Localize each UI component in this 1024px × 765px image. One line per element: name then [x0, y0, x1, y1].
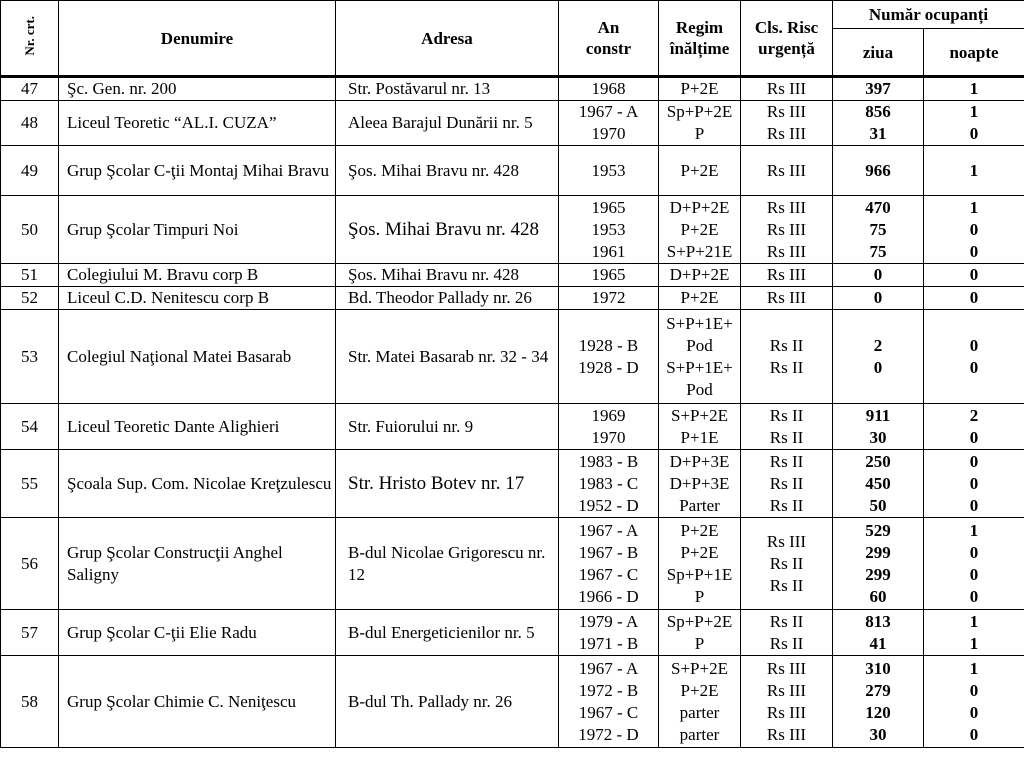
cell-adresa: B-dul Energeticienilor nr. 5 — [336, 610, 559, 656]
cell-noapte-value: 0 — [969, 680, 979, 700]
cell-ziua-value: 75 — [869, 241, 887, 261]
cell-an-constr — [559, 287, 659, 310]
cell-cls-risc-value: Rs III — [766, 160, 807, 180]
cell-an-constr-value: 1970 — [591, 124, 626, 143]
cell-an-constr-value: 1967 - A — [578, 102, 639, 121]
cell-noapte-value: 0 — [969, 451, 979, 471]
cell-ziua-value: 529 — [865, 520, 891, 540]
cell-an-constr-value: 1968 — [591, 79, 626, 98]
cell-cls-risc-value: Rs II — [769, 357, 804, 377]
cell-noapte-value: 0 — [969, 288, 979, 307]
cell-noapte — [924, 101, 1024, 146]
cell-cls-risc — [741, 146, 833, 196]
cell-an-constr-value: 1965 — [591, 197, 626, 217]
cell-noapte-value: 1 — [969, 197, 979, 217]
cell-denumire: Grup Şcolar Chimie C. Neniţescu — [59, 656, 336, 748]
cell-an-constr-value: 1971 - B — [578, 633, 639, 653]
cell-adresa: Bd. Theodor Pallady nr. 26 — [336, 287, 559, 310]
cell-regim — [659, 196, 741, 264]
cell-regim — [659, 264, 741, 287]
cell-adresa: Str. Hristo Botev nr. 17 — [336, 450, 559, 518]
cell-an-constr — [559, 101, 659, 146]
cell-cls-risc-value: Rs III — [766, 288, 807, 307]
cell-regim-value: P — [694, 586, 705, 606]
cell-an-constr-value: 1967 - A — [578, 658, 639, 678]
cell-cls-risc — [741, 404, 833, 450]
cell-regim-value: D+P+3E — [669, 473, 730, 493]
cell-noapte — [924, 196, 1024, 264]
cell-regim-value: D+P+3E — [669, 451, 730, 471]
cell-noapte-value: 1 — [969, 611, 979, 631]
cell-ziua-value: 30 — [869, 724, 887, 744]
table-row — [1, 287, 1024, 310]
cell-ziua — [833, 287, 924, 310]
cell-ziua-value: 0 — [873, 357, 883, 377]
header-an-constr: An constr — [559, 1, 659, 77]
cell-ziua-value: 299 — [865, 542, 891, 562]
cell-cls-risc-value: Rs III — [766, 680, 807, 700]
cell-cls-risc-value: Rs II — [769, 495, 804, 515]
cell-an-constr-value: 1972 - D — [578, 724, 639, 744]
cell-noapte-value: 0 — [969, 586, 979, 606]
cell-nr-crt: 47 — [1, 77, 59, 101]
cell-cls-risc-value: Rs III — [766, 702, 807, 722]
cell-cls-risc-value: Rs III — [766, 197, 807, 217]
cell-cls-risc-value: Rs III — [766, 724, 807, 744]
cell-cls-risc-value: Rs III — [766, 124, 807, 143]
cell-regim-value: S+P+1E+Pod — [666, 357, 733, 399]
cell-ziua-value: 75 — [869, 219, 887, 239]
cell-ziua-value: 41 — [869, 633, 887, 653]
cell-regim-value: P+2E — [680, 160, 719, 180]
cell-cls-risc — [741, 264, 833, 287]
cell-denumire: Grup Şcolar Timpuri Noi — [59, 196, 336, 264]
cell-ziua — [833, 101, 924, 146]
cell-an-constr-value: 1983 - B — [578, 451, 639, 471]
cell-an-constr-value: 1953 — [591, 219, 626, 239]
cell-denumire: Şc. Gen. nr. 200 — [59, 77, 336, 101]
cell-regim-value: P+2E — [680, 79, 719, 98]
cell-adresa: Str. Matei Basarab nr. 32 - 34 — [336, 310, 559, 404]
cell-regim-value: D+P+2E — [669, 197, 730, 217]
header-numar-ocupanti: Număr ocupanți — [833, 1, 1024, 29]
cell-noapte-value: 0 — [969, 427, 979, 447]
cell-regim-value: S+P+2E — [671, 405, 728, 425]
cell-an-constr-value: 1967 - C — [578, 564, 639, 584]
cell-denumire: Grup Şcolar C-ţii Montaj Mihai Bravu — [59, 146, 336, 196]
cell-ziua-value: 966 — [865, 160, 891, 180]
cell-nr-crt: 48 — [1, 101, 59, 146]
cell-noapte-value: 0 — [969, 495, 979, 515]
cell-an-constr-value: 1952 - D — [578, 495, 639, 515]
cell-an-constr — [559, 404, 659, 450]
cell-noapte — [924, 518, 1024, 610]
cell-adresa: Şos. Mihai Bravu nr. 428 — [336, 196, 559, 264]
cell-cls-risc-value: Rs II — [769, 451, 804, 471]
cell-an-constr — [559, 310, 659, 404]
cell-regim-value: P+2E — [680, 542, 719, 562]
cell-denumire: Grup Şcolar C-ţii Elie Radu — [59, 610, 336, 656]
cell-regim — [659, 146, 741, 196]
cell-ziua-value: 397 — [865, 79, 891, 98]
cell-cls-risc — [741, 77, 833, 101]
cell-ziua-value: 250 — [865, 451, 891, 471]
cell-ziua-value: 856 — [865, 102, 891, 121]
cell-ziua-value: 50 — [869, 495, 887, 515]
table-row — [1, 77, 1024, 101]
cell-noapte — [924, 310, 1024, 404]
cell-cls-risc-value: Rs III — [766, 241, 807, 261]
cell-an-constr — [559, 610, 659, 656]
cell-noapte-value: 1 — [969, 633, 979, 653]
cell-regim-value: P+2E — [680, 219, 719, 239]
cell-regim — [659, 450, 741, 518]
table-row — [1, 518, 1024, 610]
cell-noapte — [924, 610, 1024, 656]
cell-an-constr-value: 1979 - A — [578, 611, 639, 631]
cell-regim-value: Sp+P+1E — [666, 564, 733, 584]
header-regim-inaltime: Regim înălțime — [659, 1, 741, 77]
cell-noapte-value: 0 — [969, 241, 979, 261]
cell-adresa: Şos. Mihai Bravu nr. 428 — [336, 146, 559, 196]
cell-cls-risc-value: Rs III — [766, 102, 807, 121]
cell-nr-crt: 49 — [1, 146, 59, 196]
cell-denumire: Şcoala Sup. Com. Nicolae Kreţzulescu — [59, 450, 336, 518]
cell-an-constr-value: 1972 — [591, 288, 626, 307]
table-body — [1, 77, 1024, 748]
cell-cls-risc — [741, 518, 833, 610]
cell-noapte-value: 1 — [969, 658, 979, 678]
cell-ziua-value: 120 — [865, 702, 891, 722]
cell-regim-value: parter — [679, 724, 720, 744]
cell-nr-crt: 52 — [1, 287, 59, 310]
cell-ziua — [833, 656, 924, 748]
cell-an-constr — [559, 77, 659, 101]
cell-regim-value: S+P+21E — [666, 241, 733, 261]
cell-an-constr-value: 1970 — [591, 427, 626, 447]
cell-an-constr-value: 1983 - C — [578, 473, 639, 493]
cell-noapte-value: 0 — [969, 335, 979, 355]
cell-noapte — [924, 450, 1024, 518]
cell-ziua — [833, 404, 924, 450]
cell-cls-risc-value: Rs II — [769, 553, 804, 573]
cell-noapte-value: 1 — [969, 520, 979, 540]
table-row — [1, 146, 1024, 196]
cell-an-constr-value: 1928 - B — [578, 335, 639, 355]
cell-nr-crt: 58 — [1, 656, 59, 748]
cell-an-constr-value: 1967 - A — [578, 520, 639, 540]
cell-noapte — [924, 146, 1024, 196]
cell-ziua-value: 911 — [865, 405, 891, 425]
cell-ziua-value: 279 — [865, 680, 891, 700]
cell-ziua-value: 0 — [873, 288, 883, 307]
cell-nr-crt: 53 — [1, 310, 59, 404]
header-cls-risc: Cls. Risc urgență — [741, 1, 833, 77]
cell-nr-crt: 55 — [1, 450, 59, 518]
cell-noapte-value: 0 — [969, 124, 979, 143]
cell-regim-value: S+P+2E — [671, 658, 728, 678]
cell-noapte-value: 0 — [969, 702, 979, 722]
cell-cls-risc-value: Rs II — [769, 473, 804, 493]
cell-noapte-value: 0 — [969, 542, 979, 562]
cell-ziua-value: 60 — [869, 586, 887, 606]
cell-regim — [659, 518, 741, 610]
cell-regim-value: P+2E — [680, 520, 719, 540]
cell-an-constr — [559, 518, 659, 610]
cell-regim — [659, 610, 741, 656]
cell-an-constr — [559, 264, 659, 287]
cell-regim-value: Sp+P+2E — [666, 102, 733, 121]
cell-cls-risc — [741, 310, 833, 404]
cell-an-constr-value: 1961 — [591, 241, 626, 261]
cell-regim-value: S+P+1E+Pod — [666, 313, 733, 355]
cell-cls-risc — [741, 656, 833, 748]
cell-noapte — [924, 264, 1024, 287]
cell-regim — [659, 77, 741, 101]
cell-ziua — [833, 518, 924, 610]
cell-adresa: Şos. Mihai Bravu nr. 428 — [336, 264, 559, 287]
cell-cls-risc — [741, 610, 833, 656]
cell-cls-risc-value: Rs II — [769, 335, 804, 355]
cell-regim-value: P — [694, 124, 705, 143]
cell-ziua-value: 813 — [865, 611, 891, 631]
cell-cls-risc-value: Rs III — [766, 658, 807, 678]
table-row — [1, 310, 1024, 404]
cell-regim-value: P+2E — [680, 288, 719, 307]
cell-cls-risc-value: Rs III — [766, 219, 807, 239]
table-row — [1, 610, 1024, 656]
cell-noapte-value: 1 — [969, 102, 979, 121]
cell-an-constr-value: 1967 - B — [578, 542, 639, 562]
cell-nr-crt: 50 — [1, 196, 59, 264]
cell-cls-risc-value: Rs II — [769, 575, 804, 595]
cell-adresa: B-dul Th. Pallady nr. 26 — [336, 656, 559, 748]
cell-ziua — [833, 77, 924, 101]
table-row — [1, 450, 1024, 518]
header-adresa: Adresa — [336, 1, 559, 77]
header-nr-crt: Nr. crt. — [1, 1, 59, 77]
cell-regim — [659, 656, 741, 748]
cell-cls-risc-value: Rs II — [769, 633, 804, 653]
cell-regim-value: P+1E — [680, 427, 719, 447]
cell-regim-value: Parter — [679, 495, 720, 515]
cell-adresa: Str. Postăvarul nr. 13 — [336, 77, 559, 101]
cell-ziua — [833, 310, 924, 404]
cell-cls-risc — [741, 101, 833, 146]
cell-regim — [659, 310, 741, 404]
cell-regim — [659, 101, 741, 146]
cell-regim-value: P — [694, 633, 705, 653]
table-row — [1, 656, 1024, 748]
cell-cls-risc — [741, 287, 833, 310]
cell-an-constr-value: 1972 - B — [578, 680, 639, 700]
cell-nr-crt: 57 — [1, 610, 59, 656]
cell-regim — [659, 287, 741, 310]
cell-ziua-value: 30 — [869, 427, 887, 447]
cell-ziua — [833, 610, 924, 656]
cell-an-constr-value: 1967 - C — [578, 702, 639, 722]
cell-ziua-value: 0 — [873, 265, 883, 284]
cell-ziua — [833, 450, 924, 518]
cell-an-constr-value: 1965 — [591, 265, 626, 284]
cell-noapte-value: 1 — [969, 160, 979, 180]
cell-cls-risc-value: Rs III — [766, 531, 807, 551]
header-noapte: noapte — [924, 29, 1024, 77]
cell-regim — [659, 404, 741, 450]
cell-ziua-value: 2 — [873, 335, 883, 355]
cell-noapte-value: 1 — [969, 79, 979, 98]
cell-regim-value: parter — [679, 702, 720, 722]
cell-nr-crt: 56 — [1, 518, 59, 610]
cell-cls-risc — [741, 196, 833, 264]
header-ziua: ziua — [833, 29, 924, 77]
cell-denumire: Colegiului M. Bravu corp B — [59, 264, 336, 287]
table-row — [1, 101, 1024, 146]
cell-adresa: B-dul Nicolae Grigorescu nr. 12 — [336, 518, 559, 610]
cell-an-constr-value: 1969 — [591, 405, 626, 425]
cell-denumire: Liceul C.D. Nenitescu corp B — [59, 287, 336, 310]
cell-nr-crt: 51 — [1, 264, 59, 287]
cell-an-constr — [559, 196, 659, 264]
header-denumire: Denumire — [59, 1, 336, 77]
cell-ziua — [833, 264, 924, 287]
table-row — [1, 264, 1024, 287]
cell-an-constr — [559, 146, 659, 196]
cell-denumire: Liceul Teoretic “AL.I. CUZA” — [59, 101, 336, 146]
table-row — [1, 196, 1024, 264]
cell-cls-risc-value: Rs III — [766, 265, 807, 284]
cell-cls-risc — [741, 450, 833, 518]
cell-noapte-value: 2 — [969, 405, 979, 425]
cell-ziua-value: 310 — [865, 658, 891, 678]
cell-noapte-value: 0 — [969, 564, 979, 584]
table-row — [1, 404, 1024, 450]
cell-an-constr-value: 1966 - D — [578, 586, 639, 606]
cell-adresa: Aleea Barajul Dunării nr. 5 — [336, 101, 559, 146]
cell-cls-risc-value: Rs II — [769, 427, 804, 447]
cell-noapte — [924, 287, 1024, 310]
cell-regim-value: D+P+2E — [669, 265, 730, 284]
cell-cls-risc-value: Rs II — [769, 405, 804, 425]
cell-noapte — [924, 656, 1024, 748]
table-header — [1, 1, 1024, 77]
cell-regim-value: Sp+P+2E — [666, 611, 733, 631]
cell-noapte-value: 0 — [969, 219, 979, 239]
cell-ziua — [833, 146, 924, 196]
cell-an-constr-value: 1953 — [591, 160, 626, 180]
cell-denumire: Grup Şcolar Construcţii Anghel Saligny — [59, 518, 336, 610]
cell-cls-risc-value: Rs III — [766, 79, 807, 98]
cell-denumire: Liceul Teoretic Dante Alighieri — [59, 404, 336, 450]
cell-noapte-value: 0 — [969, 473, 979, 493]
cell-nr-crt: 54 — [1, 404, 59, 450]
cell-cls-risc-value: Rs II — [769, 611, 804, 631]
cell-denumire: Colegiul Naţional Matei Basarab — [59, 310, 336, 404]
cell-adresa: Str. Fuiorului nr. 9 — [336, 404, 559, 450]
cell-an-constr-value: 1928 - D — [578, 357, 639, 377]
cell-ziua-value: 299 — [865, 564, 891, 584]
cell-noapte — [924, 77, 1024, 101]
cell-an-constr — [559, 450, 659, 518]
cell-ziua-value: 470 — [865, 197, 891, 217]
cell-ziua-value: 31 — [869, 124, 887, 143]
cell-an-constr — [559, 656, 659, 748]
cell-noapte-value: 0 — [969, 265, 979, 284]
cell-regim-value: P+2E — [680, 680, 719, 700]
cell-noapte-value: 0 — [969, 357, 979, 377]
cell-ziua-value: 450 — [865, 473, 891, 493]
cell-noapte — [924, 404, 1024, 450]
cell-noapte-value: 0 — [969, 724, 979, 744]
cell-ziua — [833, 196, 924, 264]
